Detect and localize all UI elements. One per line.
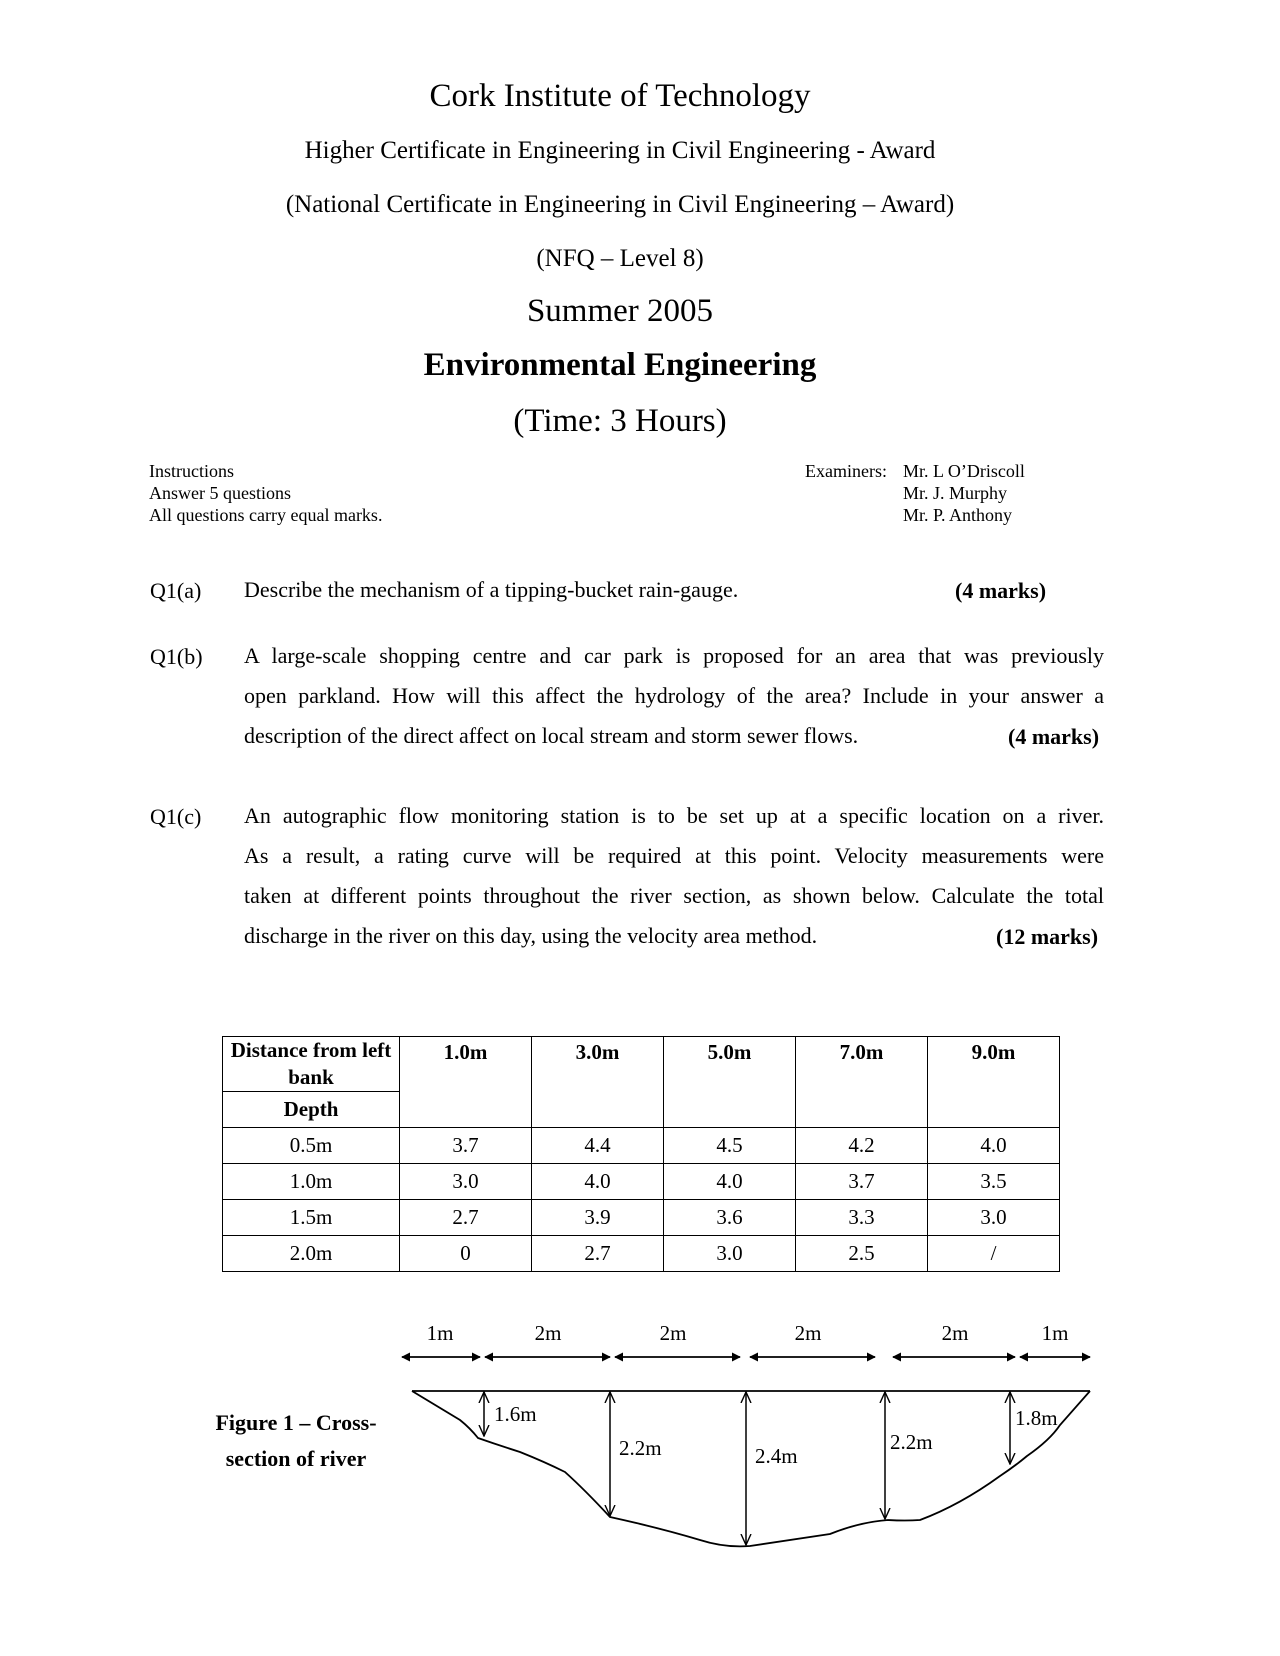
depth-label: 1.8m [1015,1406,1058,1430]
question-line: open parkland. How will this affect the hydrology of the area? Include in your answer a [244,683,1104,708]
marks-label: (4 marks) [955,578,1047,603]
table-cell: 2.7 [532,1236,664,1272]
table-cell: 3.5 [928,1164,1060,1200]
depth-label: 2.4m [755,1444,798,1468]
examiner-name: Mr. L O’Driscoll [903,461,1025,481]
table-cell: 3.0 [928,1200,1060,1236]
table-column-header: 3.0m [532,1037,664,1128]
table-cell-depth: 1.5m [223,1200,400,1236]
spacing-label: 2m [941,1321,969,1345]
table-cell: 3.7 [400,1128,532,1164]
depth-label: 1.6m [494,1402,537,1426]
nfq-level: (NFQ – Level 8) [536,245,704,272]
table-cell: 4.5 [664,1128,796,1164]
spacing-label: 2m [794,1321,822,1345]
table-cell: 3.0 [400,1164,532,1200]
table-cell-depth: 1.0m [223,1164,400,1200]
exam-duration: (Time: 3 Hours) [513,403,727,439]
spacing-label: 2m [534,1321,562,1345]
table-cell: 3.0 [664,1236,796,1272]
figure-caption-line: section of river [225,1446,367,1471]
table-cell: 3.6 [664,1200,796,1236]
table-corner-header: Distance from left bank [223,1037,400,1092]
examiner-name: Mr. P. Anthony [903,505,1013,525]
examiners-label: Examiners: [805,461,887,481]
table-cell-depth: 2.0m [223,1236,400,1272]
exam-session: Summer 2005 [526,293,714,329]
instructions-heading: Instructions [149,461,234,481]
table-cell-depth: 0.5m [223,1128,400,1164]
table-cell: 4.4 [532,1128,664,1164]
table-column-header: 1.0m [400,1037,532,1128]
module-title: Environmental Engineering [423,347,817,383]
instructions-line: All questions carry equal marks. [149,505,383,525]
marks-label: (12 marks) [996,924,1099,949]
table-cell: 3.7 [796,1164,928,1200]
table-cell: 2.7 [400,1200,532,1236]
institution-title: Cork Institute of Technology [429,78,811,114]
examiner-name: Mr. J. Murphy [903,483,1008,503]
table-cell: 3.9 [532,1200,664,1236]
question-label: Q1(b) [150,644,203,669]
depth-label: 2.2m [890,1430,933,1454]
table-cell: 4.0 [928,1128,1060,1164]
marks-label: (4 marks) [1008,724,1100,749]
spacing-label: 2m [659,1321,687,1345]
depth-label: 2.2m [619,1436,662,1460]
question-line: Describe the mechanism of a tipping-bucket rain-gauge. [244,577,739,602]
question-line: An autographic flow monitoring station is to be set up at a specific location on a river. [244,803,1104,828]
question-line: description of the direct affect on local stream and storm sewer flows. [244,723,859,748]
spacing-label: 1m [1041,1321,1069,1345]
question-line: taken at different points throughout the river section, as shown below. Calculate the total [244,883,1104,908]
table-column-header: 9.0m [928,1037,1060,1128]
spacing-label: 1m [426,1321,454,1345]
table-cell: 4.2 [796,1128,928,1164]
table-cell: 4.0 [664,1164,796,1200]
table-cell: 2.5 [796,1236,928,1272]
question-label: Q1(a) [150,578,202,603]
table-depth-header: Depth [223,1092,400,1128]
table-column-header: 5.0m [664,1037,796,1128]
question-line: discharge in the river on this day, using the velocity area method. [244,923,818,948]
figure-caption-line: Figure 1 – Cross- [215,1410,377,1435]
programme-title: Higher Certificate in Engineering in Civil Engineering - Award [304,137,936,164]
question-label: Q1(c) [150,804,202,829]
table-cell: 4.0 [532,1164,664,1200]
instructions-line: Answer 5 questions [149,483,291,503]
table-cell: / [928,1236,1060,1272]
table-cell: 3.3 [796,1200,928,1236]
table-column-header: 7.0m [796,1037,928,1128]
question-line: A large-scale shopping centre and car park is proposed for an area that was previously [244,643,1104,668]
programme-alt-title: (National Certificate in Engineering in Civil Engineering – Award) [285,191,955,218]
table-cell: 0 [400,1236,532,1272]
question-line: As a result, a rating curve will be required at this point. Velocity measurements were [244,843,1104,868]
